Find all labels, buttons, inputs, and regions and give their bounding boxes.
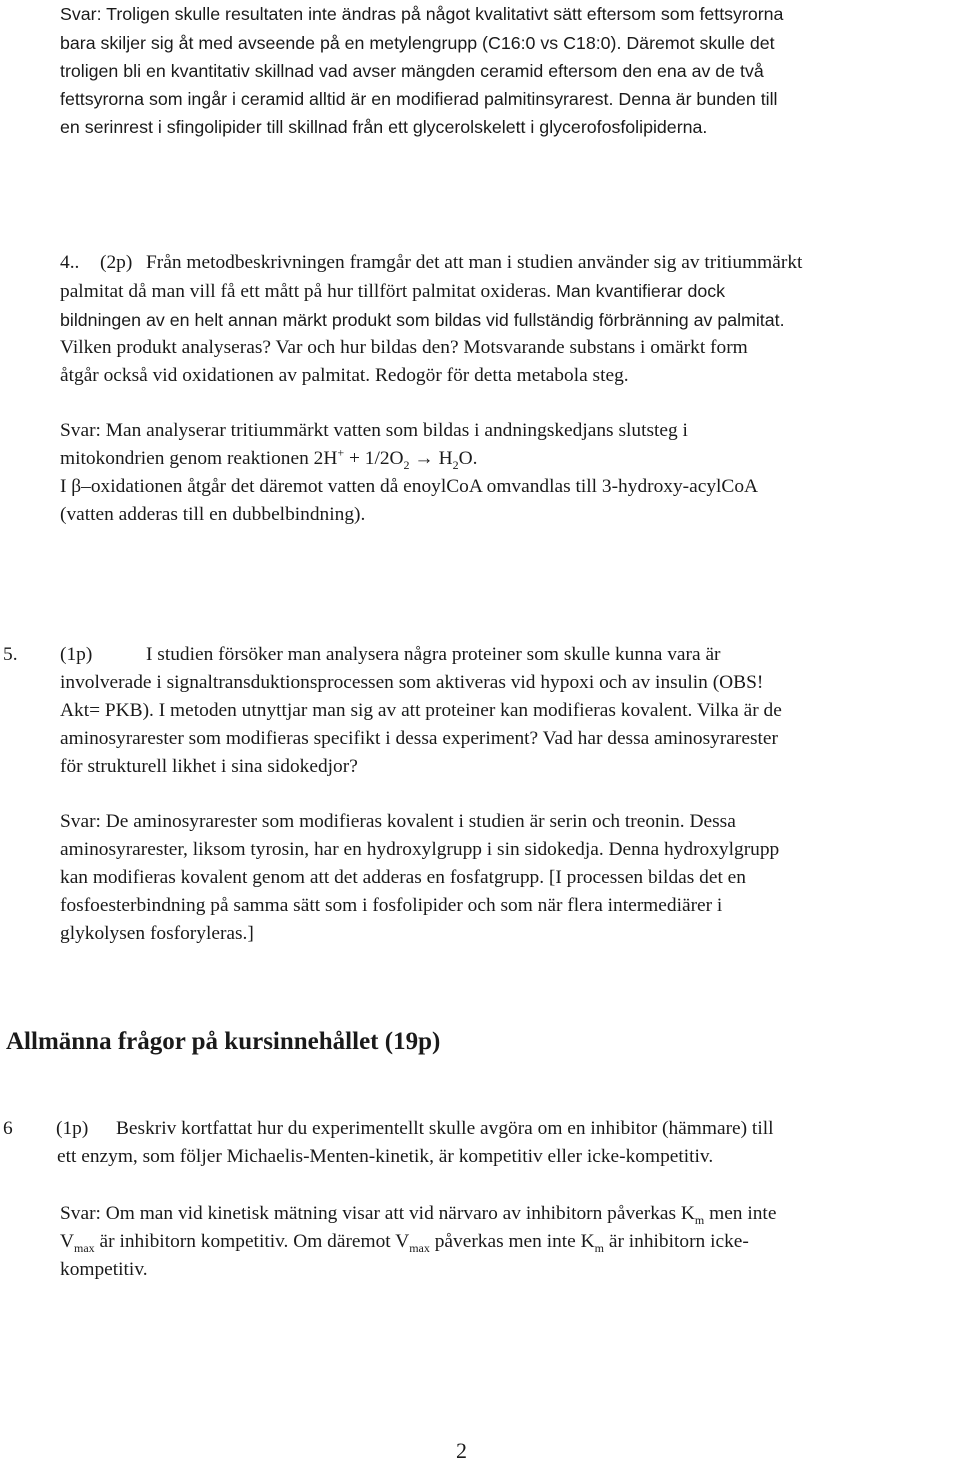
answer-3 [60,0,956,141]
question-number: 6 [3,1118,13,1139]
answer-text: : Troligen skulle resultaten inte ändras på något kvalitativt sätt eftersom som fettsyrorna [96,4,784,24]
question-5 [60,669,956,781]
question-text: för strukturell likhet i sina sidokedjor? [60,756,358,777]
question-text: Akt= PKB). I metoden utnyttjar man sig av att proteiner kan modifieras kovalent. Vilka är de [60,700,782,721]
question-text: involverade i signaltransduktionsprocessen som aktiveras vid hypoxi och av insulin (OBS! [60,672,764,693]
question-text: Beskriv kortfattat hur du experimentellt skulle avgöra om en inhibitor (hämmare) till [116,1118,774,1139]
question-text: Från metodbeskrivningen framgår det att man i studien använder sig av tritiummärkt [146,252,803,273]
answer-text: I β–oxidationen åtgår det däremot vatten då enoylCoA omvandlas till 3-hydroxy-acylCoA [60,476,759,497]
question-text: I studien försöker man analysera några proteiner som skulle kunna vara är [146,644,721,665]
answer-label: Svar: [60,1203,101,1224]
section-heading: Allmänna frågor på kursinnehållet (19p) [6,1028,441,1055]
answer-label: Svar [60,420,96,441]
question-text: Vilken produkt analyseras? Var och hur bildas den? Motsvarande substans i omärkt form [60,337,748,358]
question-number: 5. [3,644,18,665]
answer-6: Svar: Om man vid kinetisk mätning visar att vid närvaro av inhibitorn påverkas $K_m$ men inte $V_{max}$ är inhibitorn kompetitiv. Om däremot $V_{max}$ påverkas men inte $K_m$ är inhibitorn icke- kompetitiv. [60,1200,956,1284]
question-5-first-line [3,641,721,669]
answer-text: aminosyrarester, liksom tyrosin, har en hydroxylgrupp i sin sidokedja. Denna hydroxylgrupp [60,839,780,860]
arrow-icon: → [409,448,439,469]
answer-label: Svar [60,4,97,24]
question-4 [60,277,956,390]
question-text: palmitat då man vill få ett mått på hur tillfört palmitat oxideras. [60,281,552,302]
answer-text: : Man analyserar tritiummärkt vatten som bildas i andningskedjans slutsteg i [95,420,688,441]
question-text: bildningen av en helt annan märkt produkt som bildas vid fullständig förbränning av palmitat. [60,310,785,330]
question-text: aminosyrarester som modifieras specifikt i dessa experiment? Vad har dessa aminosyrarester [60,728,778,749]
reaction-line: mitokondrien genom reaktionen $2H^+ + 1/2O_2 \to H_2O$. [60,445,478,472]
question-6 [57,1143,953,1171]
answer-text: glykolysen fosforyleras.] [60,923,254,944]
question-text: Man kvantifierar dock [551,281,726,301]
answer-text: : De aminosyrarester som modifieras kovalent i studien är serin och treonin. Dessa [95,811,736,832]
answer-5 [60,808,956,948]
answer-text: bara skiljer sig åt med avseende på en metylengrupp (C16:0 vs C18:0). Däremot skulle det [60,33,775,53]
answer-text: kan modifieras kovalent genom att det adderas en fosfatgrupp. [I processen bildas det en [60,867,746,888]
answer-text: en serinrest i sfingolipider till skillnad från ett glycerolskelett i glycerofosfolipiderna. [60,117,708,137]
question-number: 4.. [60,252,80,273]
question-text: ett enzym, som följer Michaelis-Menten-kinetik, är kompetitiv eller icke-kompetitiv. [57,1146,714,1167]
question-text: åtgår också vid oxidationen av palmitat. Redogör för detta metabola steg. [60,365,629,386]
page-number: 2 [456,1438,467,1463]
question-points: (1p) [60,644,93,665]
question-points: (2p) [100,252,133,273]
question-6-first-line [3,1115,774,1143]
answer-text: kompetitiv. [60,1259,148,1280]
question-4-first-line [60,249,803,277]
answer-4 [60,417,956,529]
answer-text: (vatten adderas till en dubbelbindning). [60,504,366,525]
question-points: (1p) [56,1118,89,1139]
answer-label: Svar [60,811,96,832]
answer-text: fosfoesterbindning på samma sätt som i fosfolipider och som när flera intermediärer i [60,895,723,916]
answer-text: troligen bli en kvantitativ skillnad vad avser mängden ceramid eftersom den ena av de två [60,61,764,81]
answer-text: fettsyrorna som ingår i ceramid alltid är en modifierad palmitinsyrarest. Denna är bunden till [60,89,778,109]
